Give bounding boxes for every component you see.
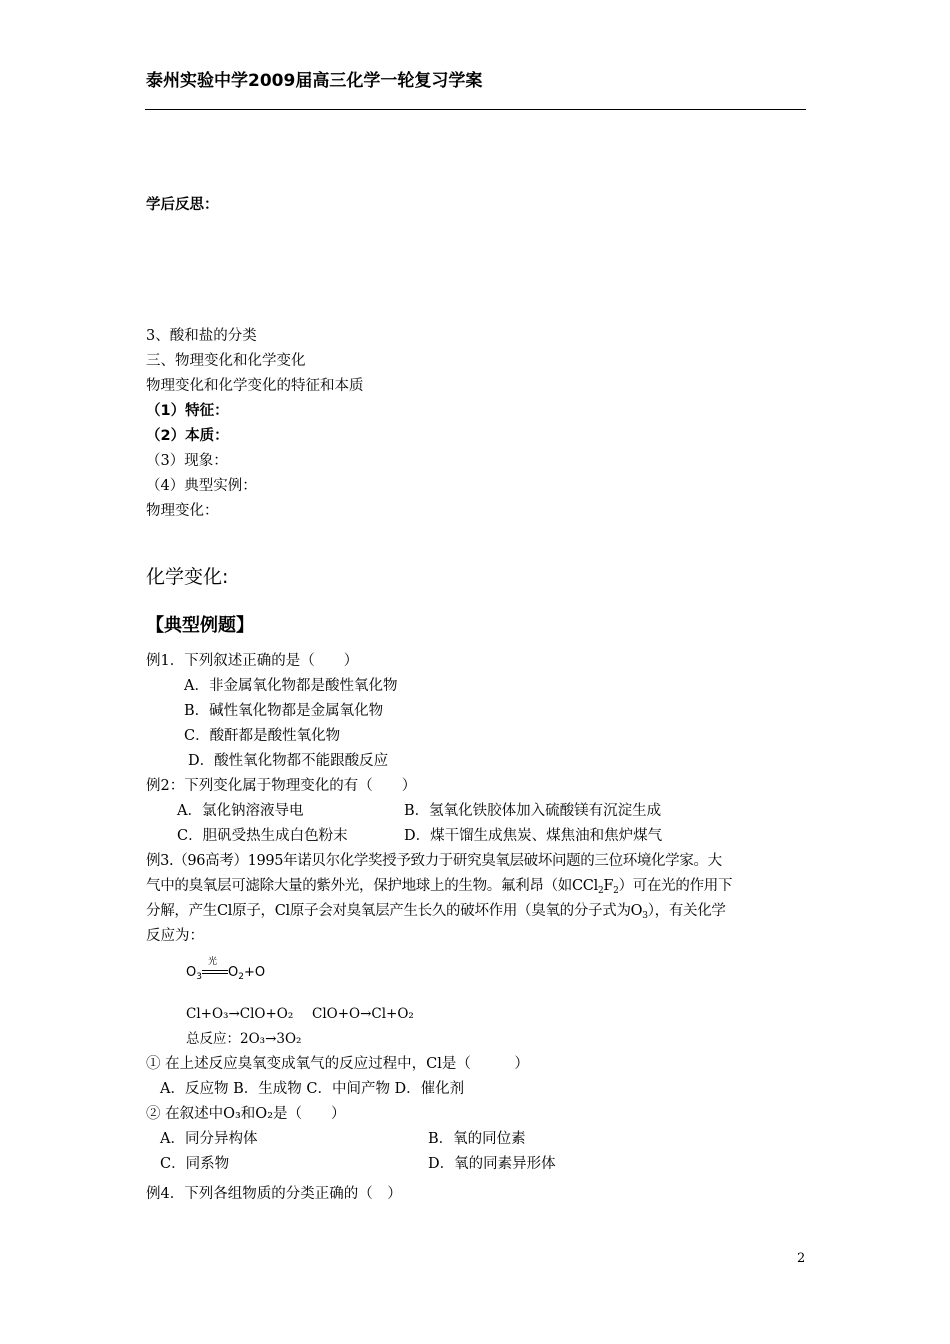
light-condition: 光: [207, 956, 217, 967]
chemical-change-label: 化学变化:: [146, 566, 229, 588]
item-phenomena: （3）现象：: [146, 453, 228, 469]
ex1-option-a: A．非金属氧化物都是酸性氧化物: [184, 678, 398, 694]
ex3-line-2: 气中的臭氧层可滤除大量的紫外光，保护地球上的生物。氟利昂（如$CCl_2F_2$）可在光的作用下: [146, 878, 733, 896]
equation-total: 总反应：2O₃→3O₂: [186, 1031, 302, 1047]
ex1-question: 例1．下列叙述正确的是（ ）: [146, 653, 359, 669]
item-features: （1）特征：: [146, 403, 229, 419]
ex3-q2-option-a: A．同分异构体: [160, 1131, 258, 1147]
equation-photolysis: $O_3$ 光 $O_2+O$: [186, 965, 265, 980]
ex1-option-d: D．酸性氧化物都不能跟酸反应: [188, 753, 389, 769]
ex3-q2-option-c: C．同系物: [160, 1156, 230, 1172]
ex2-question: 例2：下列变化属于物理变化的有（ ）: [146, 778, 417, 794]
section-heading-changes: 三、物理变化和化学变化: [146, 353, 306, 369]
ex2-option-c: C．胆矾受热生成白色粉末: [177, 828, 348, 844]
physical-change-label: 物理变化：: [146, 503, 219, 519]
section-line-acid-salt: 3、酸和盐的分类: [146, 328, 257, 344]
item-examples: （4）典型实例：: [146, 478, 257, 494]
ex3-q2-option-b: B．氧的同位素: [428, 1131, 526, 1147]
ex3-q2-option-d: D．氧的同素异形体: [428, 1156, 556, 1172]
examples-heading: 【典型例题】: [146, 615, 254, 636]
ex1-option-b: B．碱性氧化物都是金属氧化物: [184, 703, 384, 719]
ex2-option-a: A．氯化钠溶液导电: [177, 803, 304, 819]
ex3-q1-options: A．反应物 B．生成物 C．中间产物 D．催化剂: [160, 1081, 465, 1097]
item-essence: （2）本质：: [146, 428, 229, 444]
ex3-line-1: 例3.（96高考）1995年诺贝尔化学奖授予致力于研究臭氧层破坏问题的三位环境化学家。大: [146, 853, 722, 869]
ex1-option-c: C．酸酐都是酸性氧化物: [184, 728, 341, 744]
equation-step-2: ClO+O→Cl+O₂: [312, 1006, 414, 1022]
ex3-q1: ① 在上述反应臭氧变成氧气的反应过程中，Cl是（ ）: [146, 1056, 529, 1072]
section-subheading: 物理变化和化学变化的特征和本质: [146, 378, 364, 394]
equation-step-1: Cl+O₃→ClO+O₂: [186, 1006, 294, 1022]
header-divider: [145, 109, 806, 110]
ex3-line-4: 反应为：: [146, 928, 204, 944]
ex3-line-3: 分解，产生Cl原子，Cl原子会对臭氧层产生长久的破坏作用（臭氧的分子式为$O_3$），有关化学: [146, 903, 726, 921]
reflection-label: 学后反思：: [146, 197, 219, 213]
page-number: 2: [797, 1251, 806, 1266]
page-header-title: 泰州实验中学2009届高三化学一轮复习学案: [146, 71, 483, 91]
ex2-option-d: D．煤干馏生成焦炭、煤焦油和焦炉煤气: [404, 828, 663, 844]
ex3-q2: ② 在叙述中O₃和O₂是（ ）: [146, 1106, 346, 1122]
ex4-question: 例4．下列各组物质的分类正确的（ ）: [146, 1186, 402, 1202]
ex2-option-b: B．氢氧化铁胶体加入硫酸镁有沉淀生成: [404, 803, 662, 819]
